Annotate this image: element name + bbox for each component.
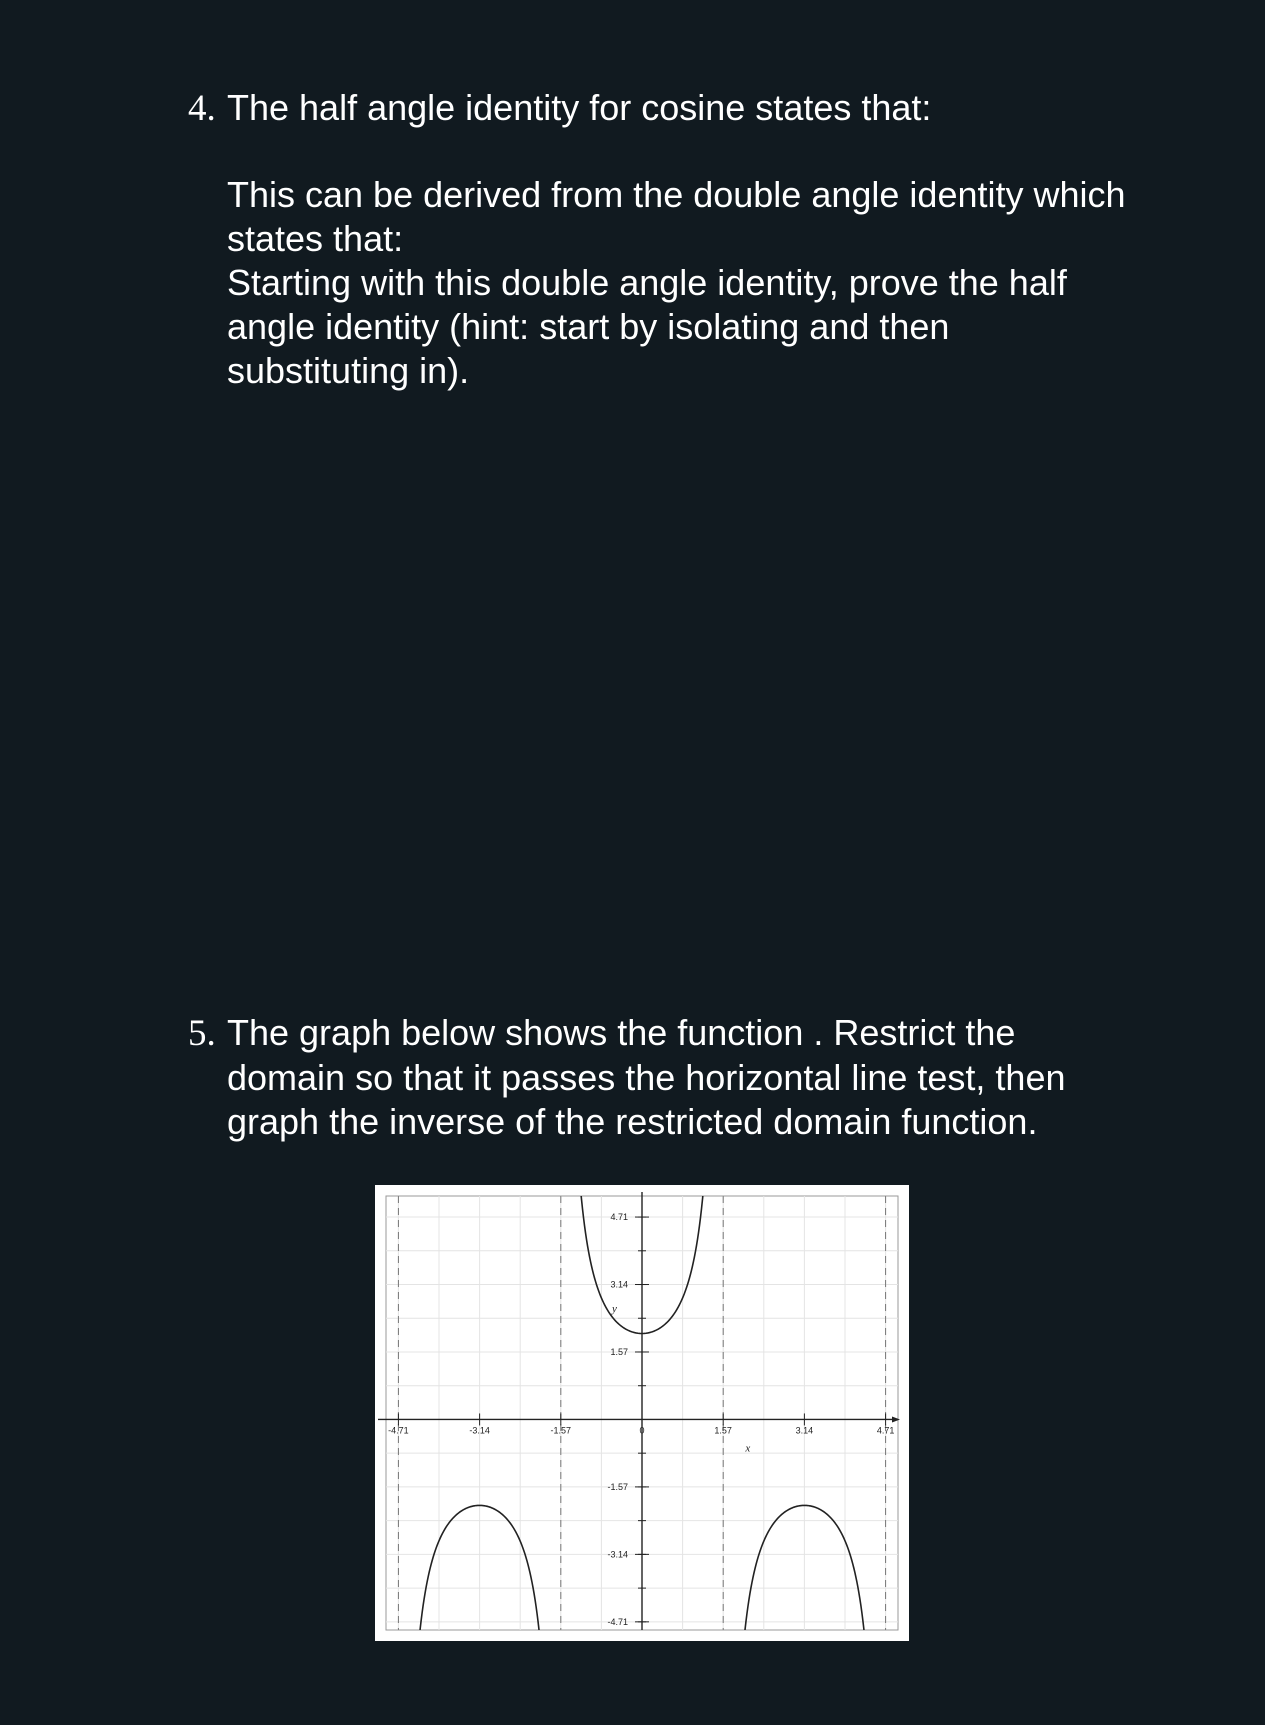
sec-function-graph bbox=[375, 1185, 909, 1641]
x-tick-label: -4.71 bbox=[388, 1425, 409, 1436]
y-tick-label: -4.71 bbox=[607, 1616, 628, 1627]
question-4 bbox=[188, 86, 1128, 393]
x-tick-label: 1.57 bbox=[714, 1425, 732, 1436]
y-tick-label: 3.14 bbox=[610, 1279, 628, 1290]
y-tick-label: -1.57 bbox=[607, 1481, 628, 1492]
question-5 bbox=[188, 1011, 1128, 1144]
x-tick-label: 0 bbox=[639, 1425, 645, 1436]
x-tick-label: -1.57 bbox=[550, 1425, 572, 1436]
graph-figure bbox=[375, 1185, 909, 1641]
y-tick-label: 4.71 bbox=[610, 1212, 628, 1223]
y-tick-label: -3.14 bbox=[607, 1549, 628, 1560]
question-4-number: 4. bbox=[188, 88, 216, 129]
x-tick-label: 4.71 bbox=[876, 1425, 895, 1436]
question-4-instruction-text: Starting with this double angle identity, prove the half angle identity (hint: start by isolating and then substituting in). bbox=[227, 262, 1067, 391]
question-4-body bbox=[188, 173, 1128, 393]
x-tick-label: 3.14 bbox=[795, 1425, 814, 1436]
question-4-derivation-text: This can be derived from the double angle identity which states that: bbox=[227, 174, 1126, 259]
x-axis-name: x bbox=[745, 1442, 751, 1455]
y-axis-name: y bbox=[612, 1303, 617, 1316]
question-5-number: 5. bbox=[188, 1013, 216, 1054]
question-4-intro: The half angle identity for cosine states that: bbox=[227, 87, 932, 128]
question-5-prompt bbox=[188, 1011, 1128, 1056]
x-tick-label: -3.14 bbox=[469, 1425, 490, 1436]
question-4-prompt bbox=[188, 86, 1128, 131]
y-tick-label: 1.57 bbox=[610, 1346, 628, 1357]
question-5-intro: The graph below shows the function . Restrict the bbox=[227, 1012, 1016, 1053]
question-5-body: domain so that it passes the horizontal line test, then graph the inverse of the restricted domain function. bbox=[227, 1057, 1066, 1142]
